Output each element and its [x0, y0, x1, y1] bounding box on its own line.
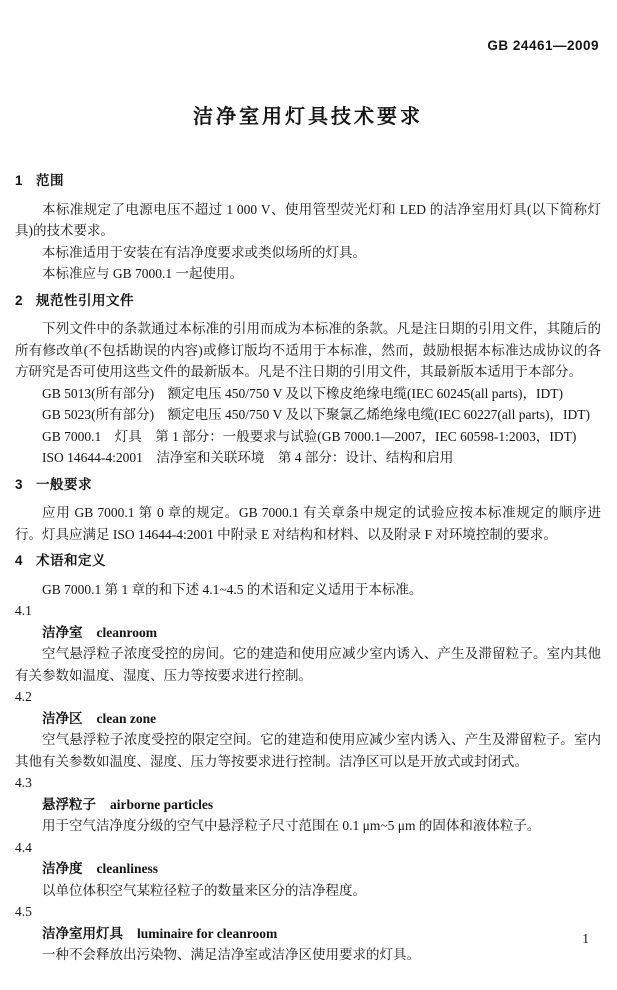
reference-entry: ISO 14644-4:2001 洁净室和关联环境 第 4 部分：设计、结构和启用 — [42, 450, 454, 465]
definition-term — [15, 923, 601, 945]
definition-term — [15, 858, 601, 880]
page-number: 1 — [582, 931, 589, 946]
section-name: 规范性引用文件 — [36, 292, 135, 308]
term-zh: 洁净度 — [42, 861, 83, 876]
section-4-heading — [15, 550, 601, 572]
term-zh: 洁净室 — [42, 624, 83, 640]
section-scope — [15, 170, 601, 285]
paragraph: 本标准应与 GB 7000.1 一起使用。 — [42, 266, 244, 281]
definition-text: 空气悬浮粒子浓度受控的房间。它的建造和使用应减少室内诱入、产生及滞留粒子。室内其他有关参数如温度、湿度、压力等按要求进行控制。 — [15, 646, 601, 683]
section-normative-references — [15, 290, 601, 469]
term-en: cleanroom — [96, 624, 157, 640]
definition-cleanliness — [15, 837, 601, 902]
term-en: airborne particles — [110, 796, 214, 812]
definition-airborne-particles — [15, 772, 601, 837]
section-number: 2 — [15, 292, 24, 308]
definition-number: 4.3 — [15, 775, 32, 790]
definition-luminaire-for-cleanroom — [15, 901, 601, 966]
paragraph: 本标准规定了电源电压不超过 1 000 V、使用管型荧光灯和 LED 的洁净室用灯具(以下简称灯具)的技术要求。 — [15, 201, 601, 238]
section-name: 范围 — [36, 173, 65, 188]
standard-number: GB 24461—2009 — [487, 38, 599, 53]
section-1-heading — [15, 170, 601, 192]
term-zh: 洁净区 — [42, 710, 83, 726]
definition-text: 用于空气洁净度分级的空气中悬浮粒子尺寸范围在 0.1 μm~5 μm 的固体和液体粒子。 — [42, 818, 541, 833]
reference-entry: GB 5023(所有部分) 额定电压 450/750 V 及以下聚氯乙烯绝缘电缆(IEC 60227(all parts)，IDT) — [42, 407, 590, 422]
section-2-heading — [15, 290, 601, 312]
definition-cleanroom — [15, 600, 601, 686]
document-title: 洁净室用灯具技术要求 — [193, 106, 423, 128]
section-number: 1 — [15, 173, 24, 188]
section-terms-definitions — [15, 550, 601, 966]
definition-text: 以单位体积空气某粒径粒子的数量来区分的洁净程度。 — [42, 882, 366, 898]
term-zh: 洁净室用灯具 — [42, 925, 123, 941]
definition-clean-zone — [15, 686, 601, 772]
definition-text: 一种不会释放出污染物、满足洁净室或洁净区使用要求的灯具。 — [42, 947, 420, 962]
section-general-requirements — [15, 474, 601, 546]
section-name: 一般要求 — [36, 476, 93, 492]
definition-number: 4.2 — [15, 689, 32, 704]
term-en: cleanliness — [96, 861, 159, 876]
page-header — [15, 38, 601, 54]
paragraph: GB 7000.1 第 1 章的和下述 4.1~4.5 的术语和定义适用于本标准。 — [42, 581, 423, 597]
section-number: 4 — [15, 553, 24, 568]
definition-term — [15, 622, 601, 644]
term-zh: 悬浮粒子 — [42, 796, 96, 812]
reference-entry: GB 7000.1 灯具 第 1 部分：一般要求与试验(GB 7000.1—2007，IEC 60598-1:2003，IDT) — [42, 428, 577, 444]
section-number: 3 — [15, 476, 24, 492]
section-name: 术语和定义 — [36, 553, 107, 568]
paragraph: 应用 GB 7000.1 第 0 章的规定。GB 7000.1 有关章条中规定的试验应按本标准规定的顺序进行。灯具应满足 ISO 14644-4:2001 中附录 E 对结构和材料、以及附录 F 对环境控制的要求。 — [15, 505, 601, 542]
definition-term — [15, 708, 601, 730]
definition-number: 4.5 — [15, 904, 32, 919]
definition-number: 4.4 — [15, 839, 32, 855]
definition-number: 4.1 — [15, 603, 32, 618]
paragraph: 下列文件中的条款通过本标准的引用而成为本标准的条款。凡是注日期的引用文件，其随后的所有修改单(不包括勘误的内容)或修订版均不适用于本标准，然而，鼓励根据本标准达成协议的各方研究是否可使用这些文件的最新版本。凡是不注日期的引用文件，其最新版本适用于本部分。 — [15, 321, 601, 379]
term-en: clean zone — [96, 710, 157, 726]
term-en: luminaire for cleanroom — [137, 925, 278, 941]
reference-entry: GB 5013(所有部分) 额定电压 450/750 V 及以下橡皮绝缘电缆(IEC 60245(all parts)，IDT) — [42, 385, 563, 401]
paragraph: 本标准适用于安装在有洁净度要求或类似场所的灯具。 — [42, 244, 366, 260]
section-3-heading — [15, 474, 601, 496]
definition-text: 空气悬浮粒子浓度受控的限定空间。它的建造和使用应减少室内诱入、产生及滞留粒子。室内其他有关参数如温度、湿度、压力等按要求进行控制。洁净区可以是开放式或封闭式。 — [15, 732, 601, 769]
definition-term — [15, 794, 601, 816]
